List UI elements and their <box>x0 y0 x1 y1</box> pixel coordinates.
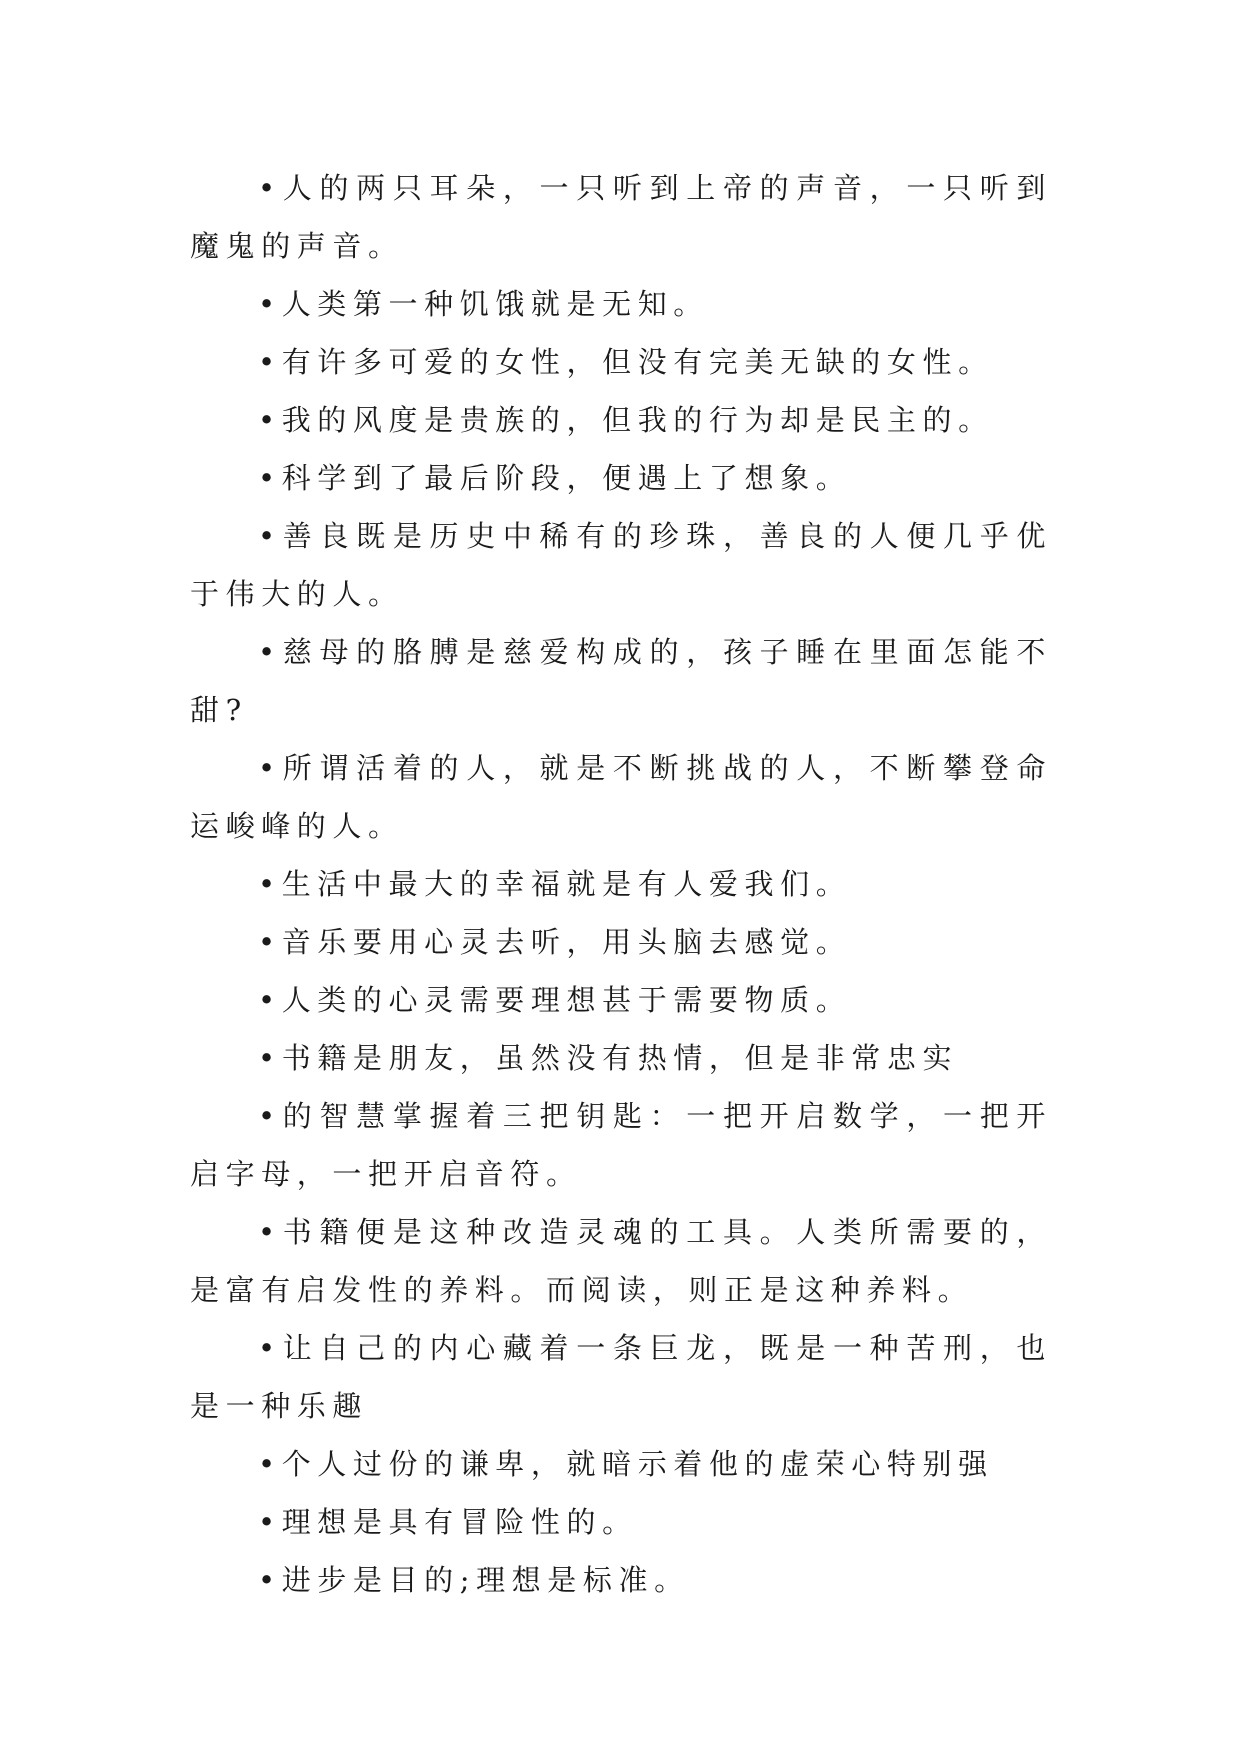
quote-paragraph: •人类第一种饥饿就是无知。 <box>258 287 709 321</box>
quote-paragraph: •科学到了最后阶段，便遇上了想象。 <box>258 461 852 495</box>
quote-paragraph: •人类的心灵需要理想甚于需要物质。 <box>258 983 852 1017</box>
quote-paragraph: •生活中最大的幸福就是有人爱我们。 <box>258 867 852 901</box>
quote-paragraph: •的智慧掌握着三把钥匙：一把开启数学，一把开启字母，一把开启音符。 <box>190 1099 1052 1191</box>
quote-paragraph: •音乐要用心灵去听，用头脑去感觉。 <box>258 925 852 959</box>
quote-paragraph: •慈母的胳膊是慈爱构成的，孩子睡在里面怎能不甜? <box>190 635 1052 727</box>
quote-paragraph: •个人过份的谦卑，就暗示着他的虚荣心特别强 <box>258 1447 994 1481</box>
quote-paragraph: •我的风度是贵族的，但我的行为却是民主的。 <box>258 403 994 437</box>
quote-paragraph: •书籍是朋友，虽然没有热情，但是非常忠实 <box>258 1041 959 1075</box>
quote-paragraph: •理想是具有冒险性的。 <box>258 1505 638 1539</box>
quote-paragraph: •书籍便是这种改造灵魂的工具。人类所需要的，是富有启发性的养料。而阅读，则正是这种养料。 <box>190 1215 1052 1307</box>
quote-paragraph: •进步是目的;理想是标准。 <box>258 1563 690 1597</box>
quote-paragraph: •让自己的内心藏着一条巨龙，既是一种苦刑，也是一种乐趣 <box>190 1331 1052 1423</box>
quote-paragraph: •善良既是历史中稀有的珍珠，善良的人便几乎优于伟大的人。 <box>190 519 1052 611</box>
quote-paragraph: •所谓活着的人，就是不断挑战的人，不断攀登命运峻峰的人。 <box>190 751 1052 843</box>
quote-paragraph: •人的两只耳朵，一只听到上帝的声音，一只听到魔鬼的声音。 <box>190 171 1052 263</box>
quote-paragraph: •有许多可爱的女性，但没有完美无缺的女性。 <box>258 345 994 379</box>
quote-list <box>190 159 1052 1609</box>
